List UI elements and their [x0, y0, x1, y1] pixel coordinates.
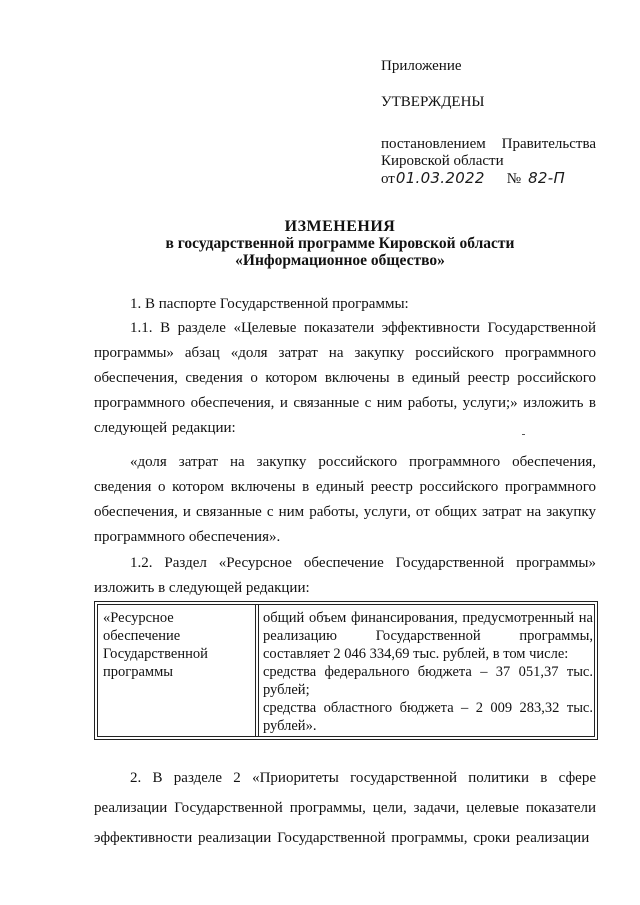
financing-total: общий объем финансирования, предусмотренный на реализацию Государственной программы, составляет 2 046 334,69 тыс. рублей, в том числе: — [263, 610, 593, 662]
table-inner-border — [97, 604, 595, 737]
section-2-text: 2. В разделе 2 «Приоритеты государственной политики в сфере реализации Государственной программы, цели, задачи, целевые показатели эффективности реализации Государственной программы, сроки реализации — [94, 770, 596, 846]
table-left-line: Государственной — [103, 646, 208, 662]
item-1-1-block — [94, 316, 596, 441]
resource-table — [94, 601, 598, 740]
date-number-line — [381, 170, 596, 188]
resolution-line-1: постановлением Правительства — [381, 136, 596, 152]
table-divider-double — [258, 605, 259, 736]
table-left-cell — [103, 609, 251, 681]
table-left-line: «Ресурсное — [103, 610, 174, 626]
date-prefix: от — [381, 171, 395, 187]
section-2-block — [94, 763, 596, 853]
appendix-label: Приложение — [381, 58, 462, 74]
item-1-1-text: 1.1. В разделе «Целевые показатели эффективности Государственной программы» абзац «доля затрат на закупку российского программного обеспечения, сведения о котором включены в единый реестр российского программного обеспечения, и связанные с ним работы, услуги;» изложить в следующей редакции: — [94, 320, 596, 436]
table-left-line: программы — [103, 664, 173, 680]
item-1-2-block — [94, 551, 596, 601]
resolution-line-2: Кировской области — [381, 153, 504, 169]
document-title — [120, 218, 560, 269]
title-line-2: в государственной программе Кировской области — [165, 235, 515, 252]
financing-regional: средства областного бюджета – 2 009 283,32 тыс. рублей». — [263, 700, 593, 734]
item-1-2-text: 1.2. Раздел «Ресурсное обеспечение Государственной программы» изложить в следующей редакции: — [94, 555, 596, 596]
scan-speck — [522, 434, 525, 435]
quote-block — [94, 450, 596, 550]
title-line-3: «Информационное общество» — [235, 252, 445, 269]
quote-text: «доля затрат на закупку российского программного обеспечения, сведения о котором включены в единый реестр российского программного обеспечения, и связанные с ним работы, услуги, от общих затрат на закупку программного обеспечения». — [94, 454, 596, 545]
handwritten-number: 82-П — [528, 169, 566, 187]
table-left-line: обеспечение — [103, 628, 181, 644]
approval-block — [381, 58, 596, 188]
approved-label: УТВЕРЖДЕНЫ — [381, 94, 485, 110]
number-sign: № — [506, 171, 522, 187]
handwritten-date: 01.03.2022 — [395, 169, 485, 187]
title-main: ИЗМЕНЕНИЯ — [284, 218, 396, 235]
financing-federal: средства федерального бюджета – 37 051,37 тыс. рублей; — [263, 664, 593, 698]
table-right-cell — [263, 609, 593, 735]
section-1-heading-block — [94, 292, 596, 317]
section-1-heading: 1. В паспорте Государственной программы: — [130, 296, 409, 312]
table-divider — [255, 605, 256, 736]
